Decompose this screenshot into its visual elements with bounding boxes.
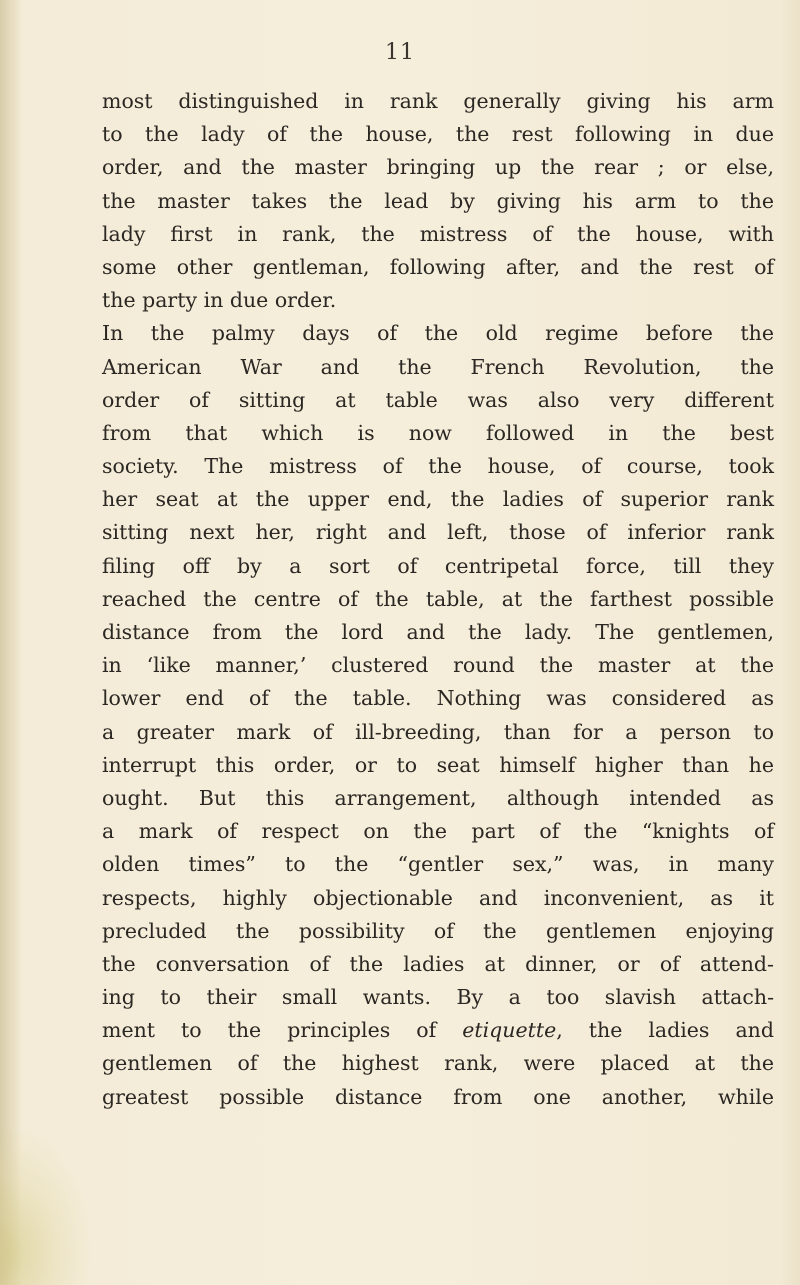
page-number: 11 [385,40,415,65]
emphasized-word: etiquette [462,1018,557,1043]
text-line: to the lady of the house, the rest following in due [102,122,774,147]
text-line: society. The mistress of the house, of course, took [102,454,774,479]
page-gutter-edge [0,0,22,1285]
text-line: respects, highly objectionable and inconvenient, as it [102,885,774,910]
text-line: reached the centre of the table, at the farthest possible [102,586,774,611]
text-line: lady first in rank, the mistress of the house, with [102,221,774,246]
text-line: her seat at the upper end, the ladies of superior rank [102,487,774,512]
body-text [102,85,774,1114]
text-line: from that which is now followed in the best [102,420,774,445]
text-line: ing to their small wants. By a too slavish attach- [102,985,774,1010]
text-line: interrupt this order, or to seat himself higher than he [102,752,774,777]
text-line: the party in due order. [102,288,337,313]
text-line: a mark of respect on the part of the “knights of [102,819,774,844]
text-line: olden times” to the “gentler sex,” was, in many [102,852,774,877]
text-line: American War and the French Revolution, the [102,354,774,379]
text-line: a greater mark of ill-breeding, than for a person to [102,719,774,744]
text-line: greatest possible distance from one another, while [102,1084,774,1109]
text-line: order, and the master bringing up the rear ; or else, [102,155,774,180]
text-line: lower end of the table. Nothing was considered as [102,686,774,711]
text-line: most distinguished in rank generally giving his arm [102,89,774,113]
text-line: precluded the possibility of the gentlemen enjoying [102,918,774,943]
text-line: sitting next her, right and left, those of inferior rank [102,520,774,545]
text-line: in ‘like manner,’ clustered round the master at the [102,653,774,678]
page-stain [0,1130,90,1285]
text-line: distance from the lord and the lady. The gentlemen, [102,620,774,644]
text-line: gentlemen of the highest rank, were placed at the [102,1051,774,1076]
text-line: filing off by a sort of centripetal force, till they [102,553,774,578]
paragraph-start-line: In the palmy days of the old regime before the [102,321,774,346]
text-line: ment to the principles of etiquette, the ladies and [102,1018,775,1043]
text-line: the conversation of the ladies at dinner, or of attend- [102,951,774,976]
text-line: the master takes the lead by giving his arm to the [102,188,774,213]
text-line: ought. But this arrangement, although intended as [102,785,774,810]
text-line: order of sitting at table was also very different [102,387,774,412]
text-line: some other gentleman, following after, and the rest of [102,254,774,279]
